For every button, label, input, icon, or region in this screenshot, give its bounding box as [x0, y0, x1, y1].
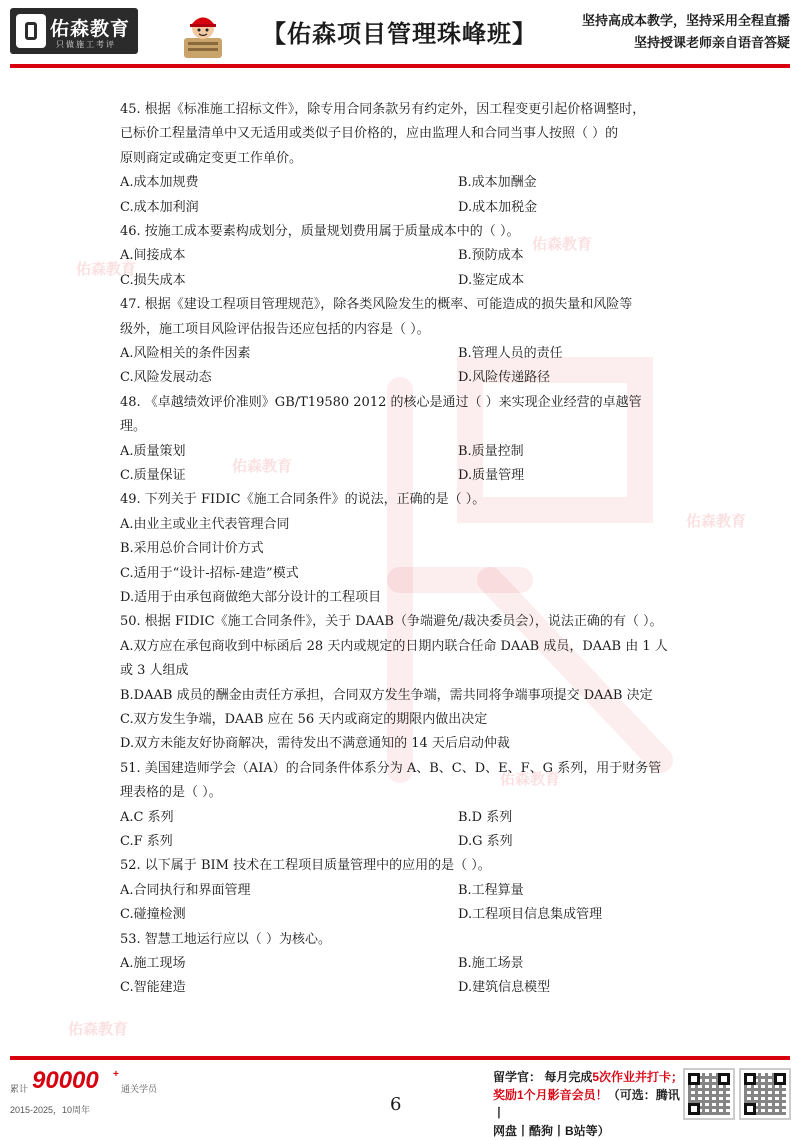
brand-logo — [10, 8, 138, 54]
stats-years: 2015-2025，10周年 — [10, 1105, 91, 1115]
option-row — [120, 464, 690, 488]
qr-code-icon — [683, 1068, 735, 1120]
stats-prefix: 累计 — [10, 1084, 29, 1094]
logo-subtitle: 只做施工考评 — [56, 40, 116, 49]
answer-option: D.工程项目信息集成管理 — [458, 907, 603, 923]
header-slogan — [582, 10, 790, 54]
logo-text: 佑森教育 — [50, 19, 131, 40]
answer-option: B.施工场景 — [458, 956, 524, 972]
answer-option: A.施工现场 — [120, 956, 186, 972]
answer-option: D.成本加税金 — [458, 199, 538, 215]
page-header — [0, 0, 800, 66]
answer-option: C.损失成本 — [120, 272, 186, 288]
stats-count: 90000 — [32, 1067, 99, 1094]
question-stem: 46. 按施工成本要素构成划分，质量规划费用属于质量成本中的（ ）。 — [120, 224, 520, 239]
question-text-line: C.适用于“设计-招标-建造”模式 — [120, 565, 299, 581]
answer-option: B.工程算量 — [458, 882, 524, 898]
question-block — [120, 928, 690, 1001]
slogan-line: 坚持授课老师亲自语音答疑 — [633, 35, 790, 50]
question-stem: 51. 美国建造师学会（AIA）的合同条件体系分为 A、B、C、D、E、F、G 系列，用于财务管 — [120, 760, 662, 776]
watermark: 佑森教育 — [500, 771, 561, 788]
question-list — [120, 98, 690, 1001]
footer-stats — [10, 1066, 230, 1126]
watermark: 佑森教育 — [76, 261, 137, 278]
logo-mark-icon — [16, 14, 46, 48]
answer-option: D.鉴定成本 — [458, 272, 525, 288]
page-title: 【佑森项目管理珠峰班】 — [262, 21, 537, 48]
answer-option: B.管理人员的责任 — [458, 346, 563, 361]
answer-option: B.质量控制 — [458, 443, 524, 459]
answer-option: A.成本加规费 — [120, 175, 199, 191]
question-block — [120, 391, 690, 489]
question-text-line: 级外，施工项目风险评估报告还应包括的内容是（ ）。 — [120, 321, 430, 337]
question-text-line: 或 3 人组成 — [120, 663, 189, 679]
question-text-line: C.双方发生争端，DAAB 应在 56 天内或商定的期限内做出决定 — [120, 712, 488, 728]
option-row — [120, 269, 690, 293]
question-stem: 49. 下列关于 FIDIC《施工合同条件》的说法，正确的是（ ）。 — [120, 492, 486, 508]
stats-plus: + — [113, 1069, 119, 1080]
option-row — [120, 976, 690, 1000]
question-block — [120, 757, 690, 855]
question-text-line: D.双方未能友好协商解决，需待发出不满意通知的 14 天后启动仲裁 — [120, 736, 510, 752]
question-text-line: 理。 — [120, 419, 147, 435]
option-row — [120, 366, 690, 390]
header-divider — [10, 64, 790, 68]
answer-option: C.智能建造 — [120, 980, 186, 996]
option-row — [120, 952, 690, 976]
answer-option: C.质量保证 — [120, 467, 186, 483]
answer-option: A.C 系列 — [120, 809, 174, 825]
question-block — [120, 293, 690, 391]
question-stem: 48. 《卓越绩效评价准则》GB/T19580 2012 的核心是通过（ ）来实现企业经营的卓越管 — [120, 394, 642, 410]
answer-option: D.质量管理 — [458, 467, 525, 483]
qr-code-icon — [739, 1068, 791, 1120]
answer-option: D.风险传递路径 — [458, 370, 551, 386]
answer-option: B.预防成本 — [458, 248, 524, 264]
question-text-line: B.采用总价合同计价方式 — [120, 541, 264, 557]
answer-option: D.建筑信息模型 — [458, 980, 551, 996]
question-text-line: A.双方应在承包商收到中标函后 28 天内或规定的日期内联合任命 DAAB 成员，DAAB 由 1 人 — [120, 638, 668, 654]
question-block — [120, 488, 690, 610]
question-block — [120, 98, 690, 220]
footer-divider — [10, 1056, 790, 1060]
answer-option: A.风险相关的条件因素 — [120, 346, 251, 361]
page-number: 6 — [390, 1094, 402, 1115]
question-block — [120, 220, 690, 293]
answer-option: C.成本加利润 — [120, 199, 199, 215]
question-text-line: 已标价工程量清单中又无适用或类似子目价格的，应由监理人和合同当事人按照（ ）的 — [120, 126, 619, 142]
option-row — [120, 903, 690, 927]
answer-option: B.成本加酬金 — [458, 175, 537, 191]
question-text-line: 原则商定或确定变更工作单价。 — [120, 150, 303, 166]
option-row — [120, 879, 690, 903]
answer-option: A.间接成本 — [120, 248, 186, 264]
option-row — [120, 171, 690, 195]
option-row — [120, 196, 690, 220]
question-block — [120, 610, 690, 756]
question-stem: 47. 根据《建设工程项目管理规范》，除各类风险发生的概率、可能造成的损失量和风险等 — [120, 297, 633, 313]
answer-option: A.合同执行和界面管理 — [120, 882, 251, 898]
promo-highlight: 5次作业并打卡； — [592, 1070, 684, 1084]
answer-option: C.风险发展动态 — [120, 370, 212, 386]
promo-text: 留学官： 每月完成 — [493, 1070, 593, 1084]
question-block — [120, 854, 690, 927]
watermark: 佑森教育 — [532, 236, 593, 253]
option-row — [120, 440, 690, 464]
question-stem: 53. 智慧工地运行应以（ ）为核心。 — [120, 931, 331, 947]
question-stem: 52. 以下属于 BIM 技术在工程项目质量管理中的应用的是（ ）。 — [120, 858, 491, 874]
option-row — [120, 830, 690, 854]
answer-option: C.碰撞检测 — [120, 907, 186, 923]
answer-option: B.D 系列 — [458, 809, 513, 825]
slogan-line: 坚持高成本教学，坚持采用全程直播 — [581, 13, 790, 28]
promo-text: （可选：腾讯丨 — [493, 1088, 680, 1120]
question-stem: 50. 根据 FIDIC《施工合同条件》，关于 DAAB（争端避免/裁决委员会），说法正确的有（ ）。 — [120, 614, 663, 630]
question-text-line: B.DAAB 成员的酬金由责任方承担，合同双方发生争端，需共同将争端事项提交 DAAB 决定 — [120, 687, 653, 703]
answer-option: C.F 系列 — [120, 834, 173, 850]
option-row — [120, 806, 690, 830]
answer-option: D.G 系列 — [458, 834, 513, 850]
watermark: 佑森教育 — [686, 513, 747, 530]
promo-highlight: 奖励1个月影音会员！ — [493, 1088, 608, 1102]
question-text-line: D.适用于由承包商做绝大部分设计的工程项目 — [120, 590, 382, 605]
footer-promo — [493, 1068, 689, 1140]
mascot-icon — [178, 8, 228, 60]
watermark: 佑森教育 — [68, 1021, 129, 1038]
option-row — [120, 342, 690, 366]
answer-option: A.质量策划 — [120, 443, 186, 459]
promo-text: 网盘丨酷狗丨B站等） — [493, 1124, 610, 1138]
question-text-line: A.由业主或业主代表管理合同 — [120, 516, 290, 532]
question-text-line: 理表格的是（ ）。 — [120, 785, 222, 801]
stats-suffix: 通关学员 — [121, 1084, 158, 1094]
watermark: 佑森教育 — [232, 458, 293, 475]
question-stem: 45. 根据《标准施工招标文件》，除专用合同条款另有约定外，因工程变更引起价格调整时， — [120, 102, 646, 117]
option-row — [120, 244, 690, 268]
